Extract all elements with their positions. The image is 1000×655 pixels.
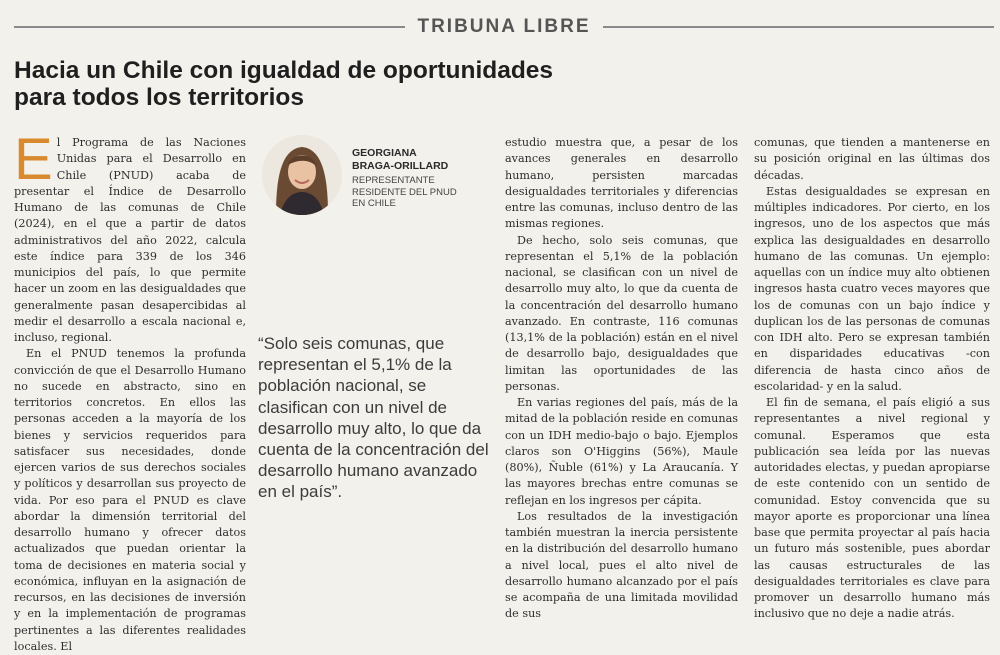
paragraph: De hecho, solo seis comunas, que representan el 5,1% de la población nacional, se clasifican con un nivel de desarrollo muy alto, lo que da cuenta de la concentración del desarrollo humano avanzado. En contraste, 116 comunas (13,1% de la población) están en el nivel de desarrollo bajo, desigualdades que limitan las oportunidades de las personas. [505,233,738,393]
paragraph: En el PNUD tenemos la profunda convicción de que el Desarrollo Humano no sucede en abstracto, sino en territorios concretos. En ellos las personas acceden a la mayoría de los bienes y servicios requeridos para satisfacer sus necesidades, donde ejercen varios de sus derechos sociales y políticos y desarrollan sus proyecto de vida. Por eso para el PNUD es clave abordar la dimensión territorial del desarrollo humano y ofrecer datos actualizados que puedan orientar la toma de decisiones en materia social y económica, influyan en la asignación de recursos, en las decisiones de inversión y en la implementación de programas pertinentes a las diferentes realidades locales. El [14,347,246,653]
author-role-line: RESIDENTE DEL PNUD [352,186,457,198]
drop-cap: E [14,127,53,192]
author-byline [262,135,492,220]
paragraph: Estas desigualdades se expresan en múltiples indicadores. Por cierto, en los ingresos, uno de los aspectos que más explica las desigualdades en desarrollo humano de las comunas. Un ejemplo: aquellas con un índice muy alto obtienen ingresos hasta cuatro veces mayores que los de comunas con un bajo índice y duplican los de las personas de comunas con IDH alto. Pero se expresan también en disparidades educativas -con diferencia de hasta cinco años de escolaridad- y en la salud. [754,184,990,393]
header-rule-left [14,26,405,28]
body-column-3 [505,135,738,623]
author-role [352,175,492,210]
author-role-line: EN CHILE [352,198,396,209]
author-name-line: GEORGIANA [352,147,417,159]
paragraph: En varias regiones del país, más de la mitad de la población reside en comunas con un IDH medio-bajo o bajo. Ejemplos claros son O'Higgins (56%), Maule (80%), Ñuble (61%) y La Araucanía. Y las mayores brechas entre comunas se reflejan en los ingresos per cápita. [505,396,738,507]
author-photo [262,135,342,215]
paragraph: comunas, que tienden a mantenerse en su posición original en las últimas dos décadas. [754,136,990,182]
paragraph: estudio muestra que, a pesar de los avances generales en desarrollo humano, persisten marcadas desigualdades territoriales y diferencias entre las comunas, incluso dentro de las mismas regiones. [505,136,738,231]
body-column-4 [754,135,990,623]
paragraph: l Programa de las Naciones Unidas para el Desarrollo en Chile (PNUD) acaba de presentar el Índice de Desarrollo Humano de las comunas de Chile (2024), en el que a partir de datos administrativos del año 2022, calcula este índice para 339 de los 346 municipios del país, lo que permite hacer un zoom en las desigualdades que generalmente pasan desapercibidas al medir el desarrollo a escala nacional e, incluso, regional. [14,136,246,344]
article-headline: Hacia un Chile con igualdad de oportunidades para todos los territorios [14,57,554,111]
paragraph: Los resultados de la investigación también muestran la inercia persistente en la distribución del desarrollo humano a nivel local, pues el alto nivel de desarrollo humano alcanzado por el país se acompaña de una limitada movilidad de sus [505,509,738,621]
author-name [352,147,492,173]
header-rule-right [603,26,994,28]
body-column-1 [14,127,246,655]
author-role-line: REPRESENTANTE [352,175,435,186]
pull-quote: “Solo seis comunas, que representan el 5,1% de la población nacional, se clasifican con un nivel de desarrollo muy alto, lo que da cuenta de la concentración del desarrollo humano avanzado en el país”. [258,334,489,502]
section-header [14,12,994,42]
section-label: TRIBUNA LIBRE [417,16,591,37]
author-name-line: BRAGA-ORILLARD [352,160,449,172]
paragraph: El fin de semana, el país eligió a sus representantes a nivel regional y comunal. Esperamos que esta publicación sea leída por las nuevas autoridades electas, y puedan apropiarse de este contenido con un sentido de comunidad. Estoy convencida que su mayor aporte es proporcionar una línea base que permita proyectar al país hacia un futuro más sostenible, pues abordar las causas estructurales de las desigualdades territoriales es clave para promover un desarrollo humano más inclusivo que no deje a nadie atrás. [754,396,990,621]
